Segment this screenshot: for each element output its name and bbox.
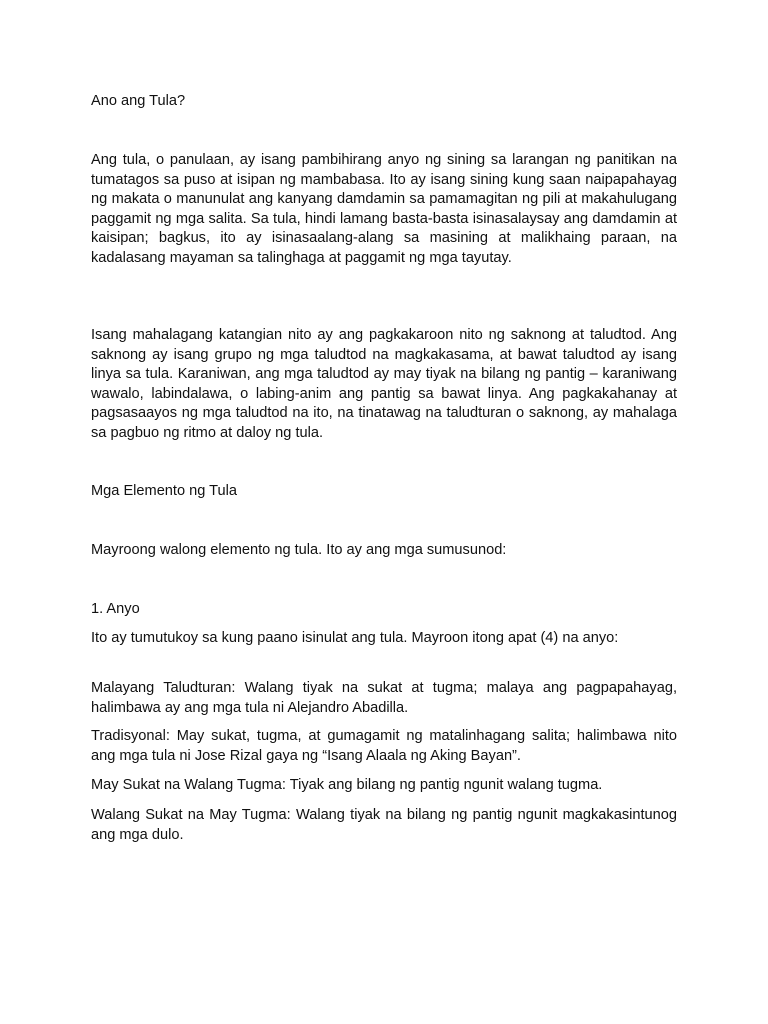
section-heading: Mga Elemento ng Tula [91,483,238,499]
section-intro: Mayroong walong elemento ng tula. Ito ay ang mga sumusunod: [91,542,507,558]
paragraph-stanza: Isang mahalagang katangian nito ay ang pagkakaroon nito ng saknong at taludtod. Ang saknong ay isang grupo ng mga taludtod na magkakasama, at bawat taludtod ay isang linya sa tula. Karaniwan, ang mga taludtod ay may tiyak na bilang ng pantig – karaniwang wawalo, labindalawa, o labing-anim ang pantig sa bawat linya. Ang pagkakahanay at pagsasaayos ng mga taludtod na ito, na tinatawag na taludturan o saknong, ay mahalaga sa pagbuo ng ritmo at daloy ng tula. [91,327,677,441]
paragraph-definition: Ang tula, o panulaan, ay isang pambihirang anyo ng sining sa larangan ng panitikan na tumatagos sa puso at isipan ng mambabasa. Ito ay isang sining kung saan naipapahayag ng makata o manunulat ang kanyang damdamin sa pamamagitan ng pili at makahulugang paggamit ng mga salita. Sa tula, hindi lamang basta-basta isinasalaysay ang damdamin at kaisipan; bagkus, ito ay isinasaalang-alang sa masining at malikhaing paraan, na kadalasang mayaman sa talinghaga at paggamit ng mga tayutay. [91,152,677,266]
form-may-sukat-walang-tugma: May Sukat na Walang Tugma: Tiyak ang bilang ng pantig ngunit walang tugma. [91,777,603,793]
item-heading: 1. Anyo [91,601,140,617]
form-tradisyonal: Tradisyonal: May sukat, tugma, at gumagamit ng matalinhagang salita; halimbawa nito ang mga tula ni Jose Rizal gaya ng “Isang Alaala ng Aking Bayan”. [91,728,677,764]
form-walang-sukat-may-tugma: Walang Sukat na May Tugma: Walang tiyak na bilang ng pantig ngunit magkakasintunog ang mga dulo. [91,807,677,843]
form-malayang-taludturan: Malayang Taludturan: Walang tiyak na sukat at tugma; malaya ang pagpapahayag, halimbawa ay ang mga tula ni Alejandro Abadilla. [91,680,677,716]
item-description: Ito ay tumutukoy sa kung paano isinulat ang tula. Mayroon itong apat (4) na anyo: [91,630,619,646]
document-title: Ano ang Tula? [91,93,186,109]
